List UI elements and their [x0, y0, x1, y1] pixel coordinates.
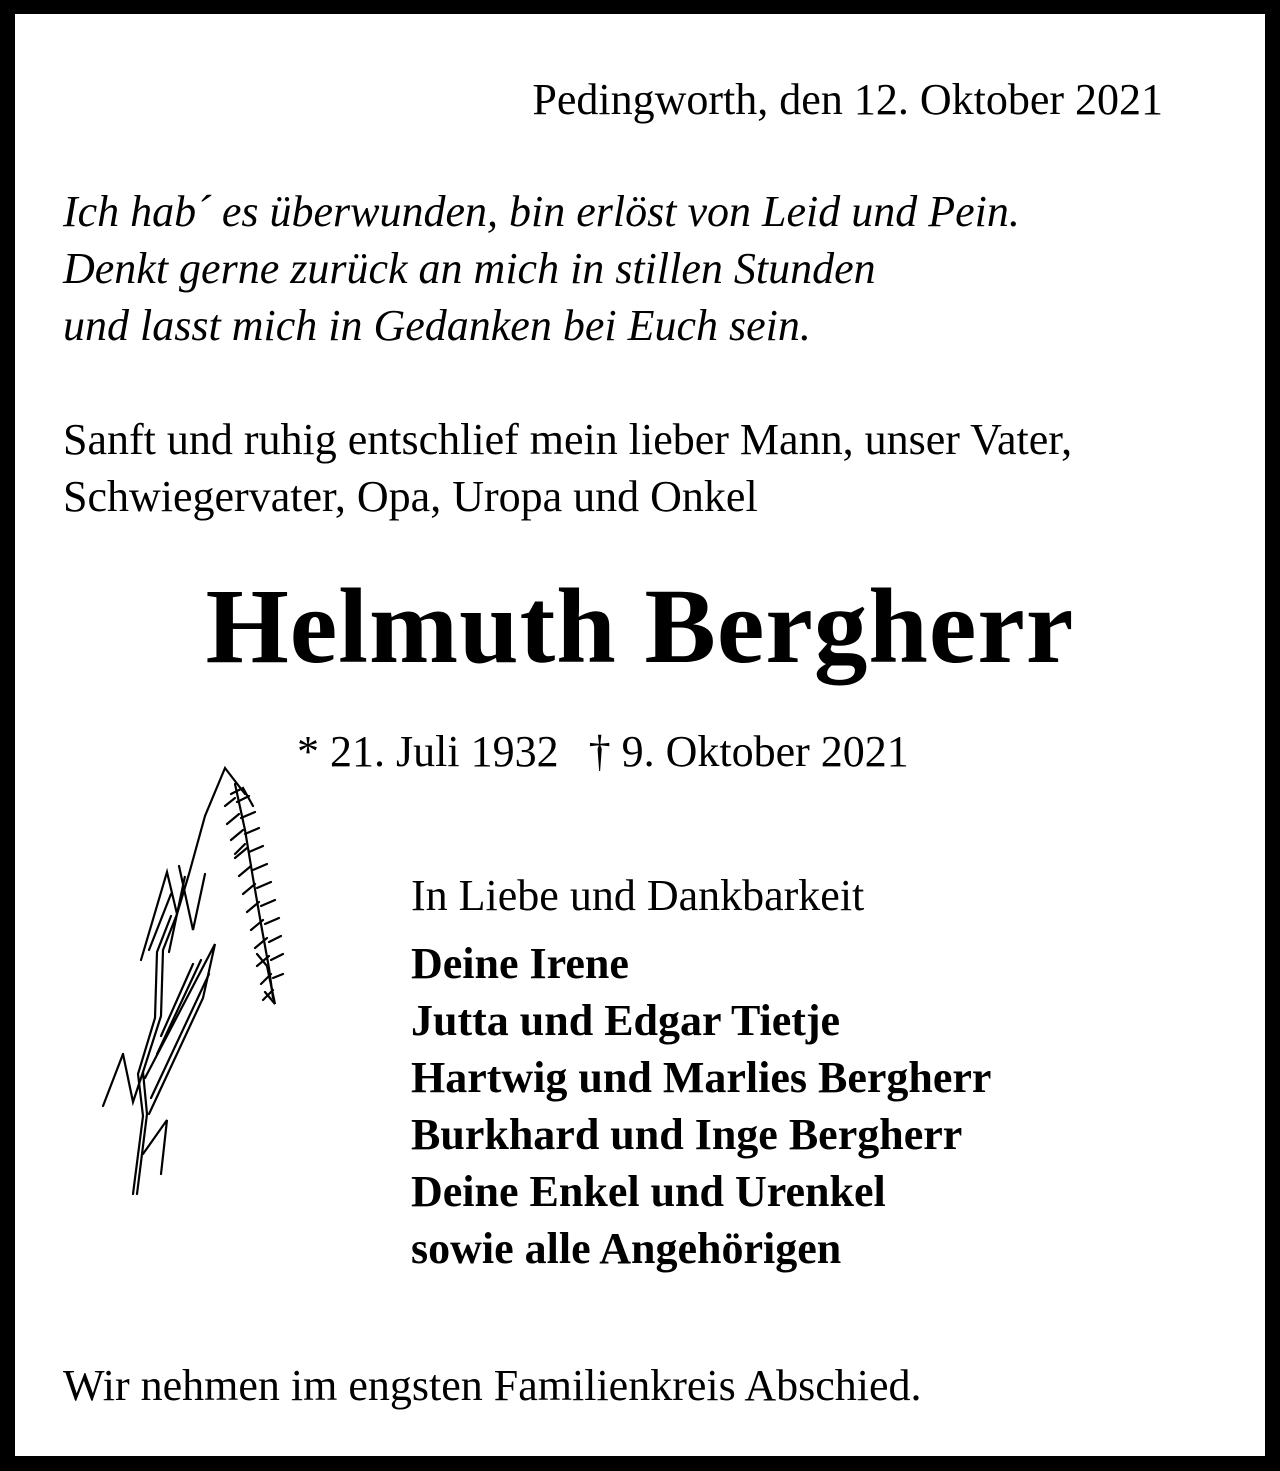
deceased-name: Helmuth Bergherr — [205, 568, 1075, 686]
mourner-line: Deine Irene — [411, 939, 629, 988]
place-date: Pedingworth, den 12. Oktober 2021 — [532, 75, 1163, 124]
mourner-line: Jutta und Edgar Tietje — [411, 996, 841, 1045]
memorial-verse — [63, 187, 1020, 361]
birth-date: * 21. Juli 1932 — [297, 727, 559, 776]
verse-line: Ich hab´ es überwunden, bin erlöst von Leid und Pein. — [63, 187, 1020, 236]
life-dates — [297, 727, 909, 776]
death-announcement — [63, 415, 1073, 532]
verse-line: Denkt gerne zurück an mich in stillen Stunden — [63, 244, 876, 293]
farewell-note: Wir nehmen im engsten Familienkreis Abschied. — [63, 1361, 922, 1410]
death-date: † 9. Oktober 2021 — [588, 727, 909, 776]
mourner-line: sowie alle Angehörigen — [411, 1224, 842, 1273]
announcement-line: Sanft und ruhig entschlief mein lieber Mann, unser Vater, — [63, 415, 1073, 464]
mourners-list — [411, 939, 992, 1284]
wheat-ear-icon — [85, 754, 295, 1214]
announcement-line: Schwiegervater, Opa, Uropa und Onkel — [63, 472, 758, 521]
verse-line: und lasst mich in Gedanken bei Euch sein. — [63, 301, 811, 350]
mourner-line: Burkhard und Inge Bergherr — [411, 1110, 963, 1159]
mourner-line: Hartwig und Marlies Bergherr — [411, 1053, 992, 1102]
mourner-line: Deine Enkel und Urenkel — [411, 1167, 886, 1216]
closing-phrase: In Liebe und Dankbarkeit — [411, 871, 865, 920]
